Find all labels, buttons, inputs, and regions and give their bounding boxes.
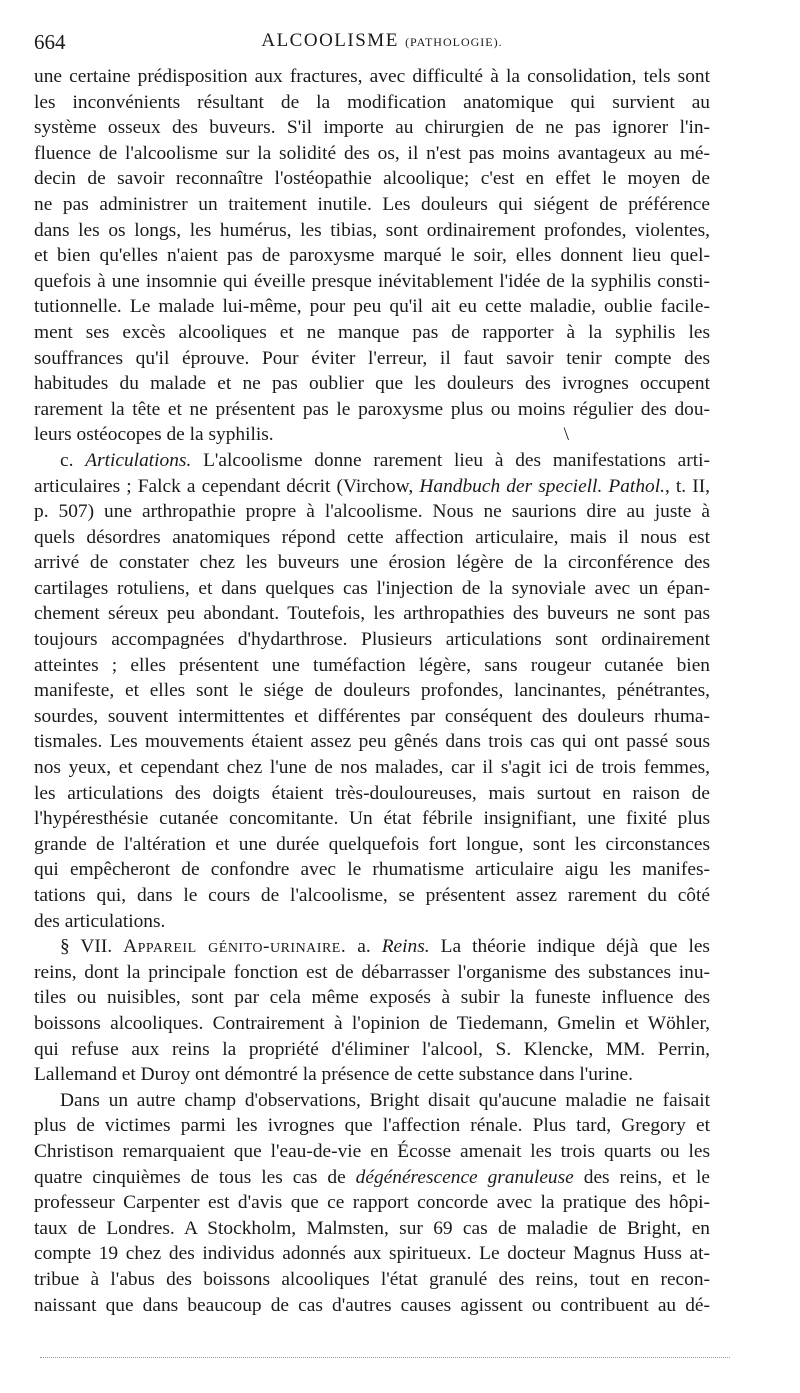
subsection-heading: Reins. — [381, 936, 430, 958]
text-line: l'hypéresthésie cutanée concomitante. Un état fébrile insignifiant, une fixité plus — [34, 808, 710, 830]
subsection-prefix: a. — [346, 936, 382, 958]
text-line-tail: des reins, et le — [573, 1166, 710, 1188]
text-line: une certaine prédisposition aux fractures, avec difficulté à la consolidation, tels sont — [34, 66, 710, 87]
text-body — [34, 64, 710, 1318]
text-line: dans les os longs, les humérus, les tibias, sont ordinairement profondes, violentes, — [34, 219, 710, 241]
text-line: p. 507) une arthropathie propre à l'alcoolisme. Nous ne saurions dire au juste à — [34, 501, 710, 523]
text-line-ref — [34, 474, 710, 500]
running-title-main: ALCOOLISME — [261, 30, 399, 51]
subsection-articulations — [34, 448, 710, 474]
text-line: professeur Carpenter est d'avis que ce rapport concorde avec la pratique des hôpi- — [34, 1192, 710, 1214]
text-line: decin de savoir reconnaître l'ostéopathie alcoolique; c'est en effet le moyen de — [34, 168, 710, 190]
text-line: ne pas administrer un traitement inutile. Les douleurs qui siégent de préférence — [34, 193, 710, 215]
footer-dotted-rule — [40, 1357, 730, 1359]
text-line: tribue à l'abus des boissons alcooliques l'état granulé des reins, tout en recon- — [34, 1268, 710, 1290]
section-mark: § VII. — [60, 936, 113, 958]
text-line: les inconvénients résultant de la modification anatomique qui survient au — [34, 91, 710, 113]
running-title — [34, 30, 730, 52]
text-line: système osseux des buveurs. S'il importe au chirurgien de ne pas ignorer l'in- — [34, 117, 710, 139]
text-line: tiles ou nuisibles, sont par cela même exposés à subir la funeste influence des — [34, 987, 710, 1009]
text-line: souffrances qu'il éprouve. Pour éviter l'erreur, il faut savoir tenir compte des — [34, 347, 710, 369]
stray-mark: \ — [563, 424, 570, 446]
text-line: tations qui, dans le cours de l'alcoolisme, se présentent assez rarement du côté — [34, 885, 710, 906]
section-heading-vii — [34, 934, 710, 960]
section-title: Appareil génito-urinaire. — [123, 936, 347, 958]
text-line: fluence de l'alcoolisme sur la solidité des os, il n'est pas moins avantageux au mé- — [34, 142, 710, 164]
text-line: arrivé de constater chez les buveurs une érosion légère de la circonférence des — [34, 552, 710, 574]
text-line: tutionnelle. Le malade lui-même, pour peu qu'il ait eu cette maladie, oublie facile- — [34, 296, 710, 318]
reference-title: Handbuch der speciell. Pathol. — [419, 475, 665, 497]
text-line: habitudes du malade et ne pas oublier que les douleurs des ivrognes occupent — [34, 373, 710, 395]
subsection-heading: Articulations. — [85, 449, 192, 471]
text-line: sourdes, souvent intermittentes et différentes par conséquent des douleurs rhuma- — [34, 705, 710, 727]
page-number: 664 — [34, 30, 66, 54]
text-line: articulaires ; Falck a cependant décrit (Virchow, — [34, 475, 420, 497]
text-line: chement séreux peu abondant. Toutefois, les arthropathies des buveurs ne sont pas — [34, 603, 710, 625]
running-header — [34, 30, 730, 60]
reference-tail: , t. II, — [664, 475, 710, 497]
text-line: L'alcoolisme donne rarement lieu à des manifestations arti- — [191, 449, 710, 471]
text-line: quefois à une insomnie qui éveille presque inévitablement l'idée de la syphilis consti- — [34, 270, 710, 292]
text-line: boissons alcooliques. Contrairement à l'opinion de Tiedemann, Gmelin et Wöhler, — [34, 1012, 710, 1034]
text-line-end — [34, 422, 710, 448]
text-line-italic — [34, 1165, 710, 1191]
text-line: taux de Londres. A Stockholm, Malmsten, sur 69 cas de maladie de Bright, en — [34, 1217, 710, 1239]
text-line: plus de victimes parmi les ivrognes que l'affection rénale. Plus tard, Gregory et — [34, 1115, 710, 1137]
text-line: qui empêcheront de confondre avec le rhumatisme articulaire aigu les manifes- — [34, 859, 710, 881]
text-line: atteintes ; elles présentent une tuméfaction légère, sans rougeur cutanée bien — [34, 654, 710, 676]
text-line: rarement la tête et ne présentent pas le paroxysme plus ou moins régulier des dou- — [34, 398, 710, 420]
text-line: toujours accompagnées d'hydarthrose. Plusieurs articulations sont ordinairement — [34, 629, 710, 651]
text-line: Dans un autre champ d'observations, Bright disait qu'aucune maladie ne faisait — [60, 1089, 710, 1111]
text-line: leurs ostéocopes de la syphilis. — [34, 424, 274, 446]
running-title-sub: (PATHOLOGIE). — [405, 35, 503, 49]
text-line: des articulations. — [34, 910, 166, 932]
subsection-prefix: c. — [60, 449, 86, 471]
text-line: quatre cinquièmes de tous les cas de — [34, 1166, 356, 1188]
text-line: manifeste, et elles sont le siége de douleurs profondes, lancinantes, pénétrantes, — [34, 680, 710, 702]
text-line: et bien qu'elles n'aient pas de paroxysme marqué le soir, elles donnent lieu quel- — [34, 245, 710, 267]
text-line: grande de l'altération et une durée quelquefois fort longue, sont les circonstances — [34, 833, 710, 855]
text-line: tismales. Les mouvements étaient assez peu gênés dans trois cas qui ont passé sous — [34, 731, 710, 753]
text-line: qui refuse aux reins la propriété d'éliminer l'alcool, S. Klencke, MM. Perrin, — [34, 1038, 710, 1060]
text-line: nos yeux, et cependant chez l'une de nos malades, car il s'agit ici de trois femmes, — [34, 757, 710, 779]
italic-term: dégénérescence granuleuse — [355, 1166, 574, 1188]
text-line: quels désordres anatomiques répond cette affection articulaire, mais il nous est — [34, 526, 710, 548]
text-line: reins, dont la principale fonction est de débarrasser l'organisme des substances inu- — [34, 961, 710, 983]
text-line: La théorie indique déjà que les — [429, 936, 710, 958]
text-line: naissant que dans beaucoup de cas d'autres causes agissent ou contribuent au dé- — [34, 1294, 710, 1316]
text-line: ment ses excès alcooliques et ne manque pas de rapporter à la syphilis les — [34, 321, 710, 343]
text-line: Christison remarquaient que l'eau-de-vie en Écosse amenait les trois quarts ou les — [34, 1140, 710, 1162]
text-line: compte 19 chez des individus adonnés aux spiritueux. Le docteur Magnus Huss at- — [34, 1243, 710, 1265]
text-line: les articulations des doigts étaient très-douloureuses, mais surtout en raison de — [34, 782, 710, 804]
text-line: cartilages rotuliens, et dans quelques cas l'injection de la synoviale avec un épan- — [34, 577, 710, 599]
text-line: Lallemand et Duroy ont démontré la présence de cette substance dans l'urine. — [34, 1064, 633, 1086]
